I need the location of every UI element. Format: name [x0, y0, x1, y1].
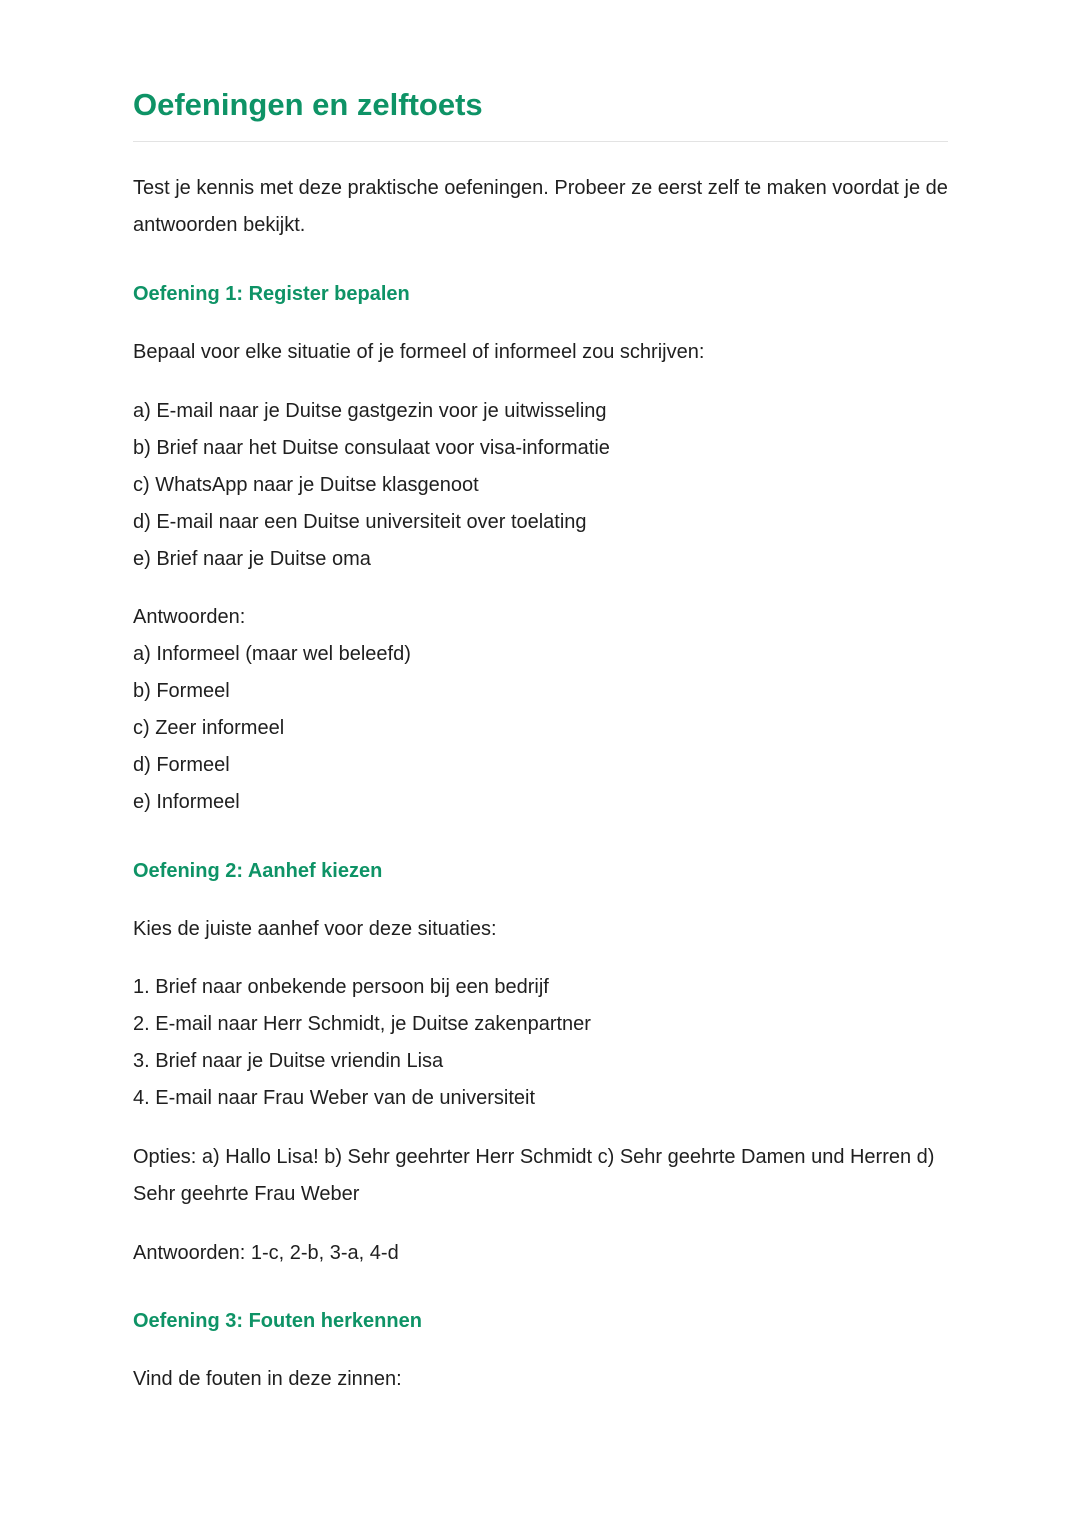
- exercise-1-instruction: Bepaal voor elke situatie of je formeel of informeel zou schrijven:: [133, 341, 705, 363]
- exercise-2-item: 1. Brief naar onbekende persoon bij een bedrijf: [133, 976, 549, 998]
- exercise-1-item: e) Brief naar je Duitse oma: [133, 548, 371, 570]
- exercise-3-instruction: Vind de fouten in deze zinnen:: [133, 1368, 402, 1390]
- exercise-1-item: b) Brief naar het Duitse consulaat voor visa-informatie: [133, 437, 610, 459]
- exercise-1-answer: a) Informeel (maar wel beleefd): [133, 643, 411, 665]
- exercise-2-options: Opties: a) Hallo Lisa! b) Sehr geehrter Herr Schmidt c) Sehr geehrte Damen und Herren d): [133, 1146, 935, 1168]
- exercise-1-answers-label: Antwoorden:: [133, 606, 246, 628]
- intro-paragraph: Test je kennis met deze praktische oefeningen. Probeer ze eerst zelf te maken voordat je de antwoorden bekijkt.: [133, 177, 948, 236]
- exercise-2-instruction: Kies de juiste aanhef voor deze situaties:: [133, 918, 497, 940]
- exercise-2-options-continued: Sehr geehrte Frau Weber: [133, 1183, 360, 1205]
- exercise-2-answers: Antwoorden: 1-c, 2-b, 3-a, 4-d: [133, 1242, 399, 1264]
- exercise-1-item: c) WhatsApp naar je Duitse klasgenoot: [133, 474, 479, 496]
- exercise-1-heading: Oefening 1: Register bepalen: [133, 283, 410, 305]
- exercise-1-item: d) E-mail naar een Duitse universiteit over toelating: [133, 511, 587, 533]
- exercise-2-item: 3. Brief naar je Duitse vriendin Lisa: [133, 1050, 444, 1072]
- title-divider: [133, 141, 948, 142]
- exercise-1-answer: c) Zeer informeel: [133, 717, 285, 739]
- exercise-2-item: 4. E-mail naar Frau Weber van de universiteit: [133, 1087, 536, 1109]
- exercise-1-answer: d) Formeel: [133, 754, 230, 776]
- exercise-1-answer: b) Formeel: [133, 680, 230, 702]
- exercise-2-item: 2. E-mail naar Herr Schmidt, je Duitse zakenpartner: [133, 1013, 591, 1035]
- page-title: Oefeningen en zelftoets: [133, 87, 483, 122]
- exercise-2-heading: Oefening 2: Aanhef kiezen: [133, 860, 383, 882]
- exercise-1-item: a) E-mail naar je Duitse gastgezin voor je uitwisseling: [133, 400, 607, 422]
- exercise-1-answer: e) Informeel: [133, 791, 240, 813]
- exercise-3-heading: Oefening 3: Fouten herkennen: [133, 1310, 422, 1332]
